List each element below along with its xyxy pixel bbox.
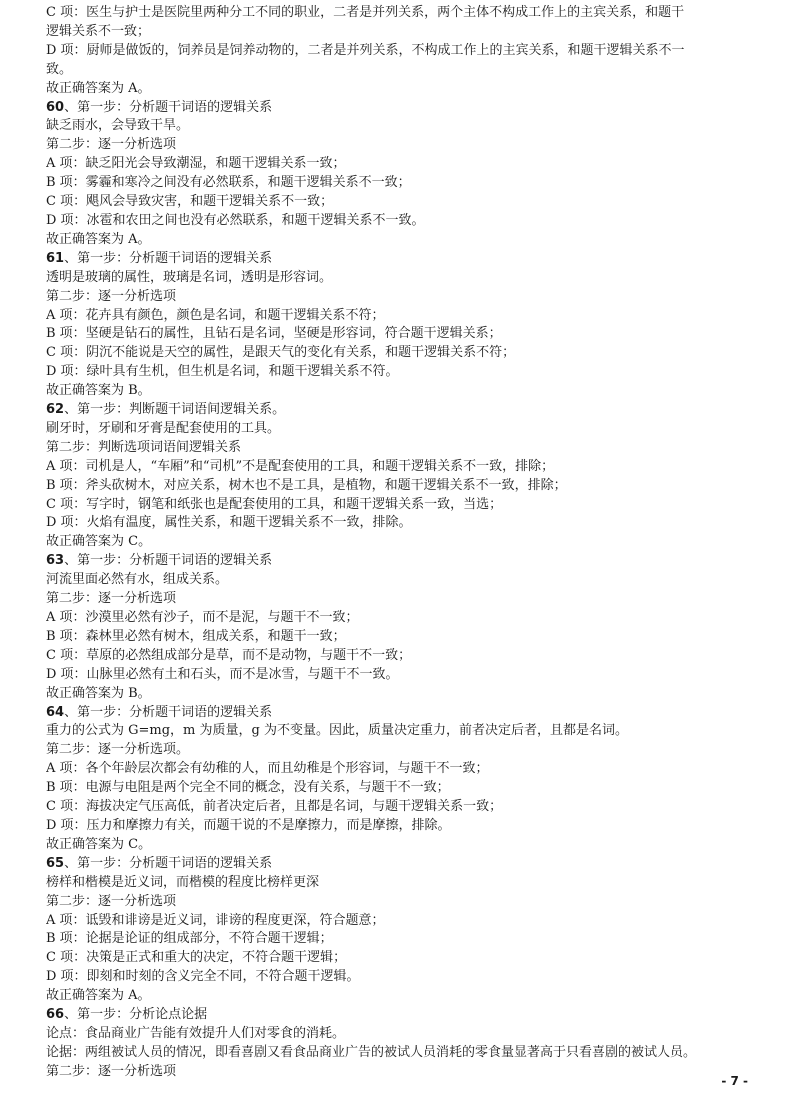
text-line: 刷牙时，牙刷和牙膏是配套使用的工具。 xyxy=(46,420,281,436)
text-line: A 项：各个年龄层次都会有幼稚的人，而且幼稚是个形容词，与题干不一致； xyxy=(46,761,489,777)
text-line: 第二步：逐一分析选项 xyxy=(46,288,177,304)
question-heading xyxy=(46,1006,756,1025)
question-number: 62 xyxy=(46,402,65,418)
question-number: 63 xyxy=(46,553,65,569)
text-line: D 项：火焰有温度，属性关系，和题干逻辑关系不一致，排除。 xyxy=(46,515,412,531)
question-number: 61 xyxy=(46,250,65,266)
text-line: B 项：坚硬是钻石的属性，且钻石是名词，坚硬是形容词，符合题干逻辑关系； xyxy=(46,326,502,342)
text-line: 第二步：逐一分析选项 xyxy=(46,1063,177,1079)
question-heading xyxy=(46,250,756,269)
question-heading-text: 、第一步：分析题干词语的逻辑关系 xyxy=(64,855,273,871)
text-line: C 项：海拔决定气压高低，前者决定后者，且都是名词，与题干逻辑关系一致； xyxy=(46,799,503,815)
text-line: 故正确答案为 C。 xyxy=(46,534,152,550)
text-line: D 项：压力和摩擦力有关，而题干说的不是摩擦力，而是摩擦，排除。 xyxy=(46,817,451,833)
text-line: 论点：食品商业广告能有效提升人们对零食的消耗。 xyxy=(46,1025,346,1041)
text-line: 第二步：逐一分析选项。 xyxy=(46,742,190,758)
text-line: D 项：绿叶具有生机，但生机是名词，和题干逻辑关系不符。 xyxy=(46,364,399,380)
text-line: 故正确答案为 A。 xyxy=(46,988,151,1004)
text-line: A 项：沙漠里必然有沙子，而不是泥，与题干不一致； xyxy=(46,610,359,625)
question-number: 60 xyxy=(46,99,65,115)
text-line: B 项：森林里必然有树木，组成关系，和题干一致； xyxy=(46,628,346,644)
question-heading xyxy=(46,99,756,118)
text-line: 重力的公式为 G=mg，m 为质量，g 为不变量。因此，质量决定重力，前者决定后者，且都是名词。 xyxy=(46,723,628,739)
text-line: D 项：冰雹和农田之间也没有必然联系，和题干逻辑关系不一致。 xyxy=(46,212,425,228)
text-line: C 项：阴沉不能说是天空的属性，是跟天气的变化有关系，和题干逻辑关系不符； xyxy=(46,345,516,361)
text-line: 榜样和楷模是近义词，而楷模的程度比榜样更深 xyxy=(46,874,320,890)
question-heading xyxy=(46,552,756,571)
text-line: 故正确答案为 B。 xyxy=(46,685,151,701)
text-line: C 项：飓风会导致灾害，和题干逻辑关系不一致； xyxy=(46,194,334,210)
text-line: B 项：雾霾和寒冷之间没有必然联系，和题干逻辑关系不一致； xyxy=(46,175,411,191)
question-heading-text: 、第一步：分析论点论据 xyxy=(64,1007,208,1023)
question-heading-text: 、第一步：判断题干词语间逻辑关系。 xyxy=(64,402,286,418)
question-number: 64 xyxy=(46,704,65,720)
text-line: D 项：山脉里必然有土和石头，而不是冰雪，与题干不一致。 xyxy=(46,666,399,682)
text-line: 第二步：逐一分析选项 xyxy=(46,893,177,909)
text-line: B 项：斧头砍树木，对应关系，树木也不是工具，是植物，和题干逻辑关系不一致，排除； xyxy=(46,477,567,493)
question-number: 66 xyxy=(46,1007,65,1023)
text-line: A 项：诋毁和诽谤是近义词，诽谤的程度更深，符合题意； xyxy=(46,912,385,928)
text-line: 透明是玻璃的属性，玻璃是名词，透明是形容词。 xyxy=(46,269,333,285)
text-line: 缺乏雨水，会导致干旱。 xyxy=(46,118,190,134)
question-heading xyxy=(46,401,756,420)
question-heading xyxy=(46,704,756,723)
text-line: D 项：即刻和时刻的含义完全不同，不符合题干逻辑。 xyxy=(46,969,360,985)
text-line: 故正确答案为 C。 xyxy=(46,836,152,852)
text-line: C 项：写字时，钢笔和纸张也是配套使用的工具，和题干逻辑关系一致，当选； xyxy=(46,496,503,512)
text-line: 第二步：逐一分析选项 xyxy=(46,591,177,607)
text-line: C 项：草原的必然组成部分是草，而不是动物，与题干不一致； xyxy=(46,647,412,663)
question-heading-text: 、第一步：分析题干词语的逻辑关系 xyxy=(64,553,273,569)
text-line: 故正确答案为 A。 xyxy=(46,231,151,247)
text-line: C 项：医生与护士是医院里两种分工不同的职业，二者是并列关系，两个主体不构成工作上的主宾关系，和题干 xyxy=(46,5,685,20)
document-body xyxy=(46,4,756,1082)
question-heading-text: 、第一步：分析题干词语的逻辑关系 xyxy=(64,250,273,266)
text-line: 致。 xyxy=(46,61,73,77)
text-line: 河流里面必然有水，组成关系。 xyxy=(46,572,229,588)
text-line: 故正确答案为 A。 xyxy=(46,80,151,96)
text-line: 第二步：判断选项词语间逻辑关系 xyxy=(46,439,242,455)
text-line: B 项：电源与电阻是两个完全不同的概念，没有关系，与题干不一致； xyxy=(46,780,450,796)
text-line: B 项：论据是论证的组成部分，不符合题干逻辑； xyxy=(46,931,333,947)
question-heading-text: 、第一步：分析题干词语的逻辑关系 xyxy=(64,99,273,115)
text-line: A 项：缺乏阳光会导致潮湿，和题干逻辑关系一致； xyxy=(46,156,346,172)
text-line: 逻辑关系不一致； xyxy=(46,23,151,39)
text-line: 第二步：逐一分析选项 xyxy=(46,137,177,153)
question-heading-text: 、第一步：分析题干词语的逻辑关系 xyxy=(64,704,273,720)
page-number: - 7 - xyxy=(721,1074,748,1088)
text-line: D 项：厨师是做饭的，饲养员是饲养动物的，二者是并列关系，不构成工作上的主宾关系，和题干逻辑关系不一 xyxy=(46,42,685,58)
text-line: 论据：两组被试人员的情况，即看喜剧又看食品商业广告的被试人员消耗的零食量显著高于只看喜剧的被试人员。 xyxy=(46,1044,697,1060)
text-line: C 项：决策是正式和重大的决定，不符合题干逻辑； xyxy=(46,950,347,966)
question-number: 65 xyxy=(46,855,65,871)
text-line: A 项：司机是人，“车厢”和“司机”不是配套使用的工具，和题干逻辑关系不一致，排除； xyxy=(46,458,555,474)
question-heading xyxy=(46,855,756,874)
text-line: A 项：花卉具有颜色，颜色是名词，和题干逻辑关系不符； xyxy=(46,307,385,323)
text-line: 故正确答案为 B。 xyxy=(46,383,151,399)
